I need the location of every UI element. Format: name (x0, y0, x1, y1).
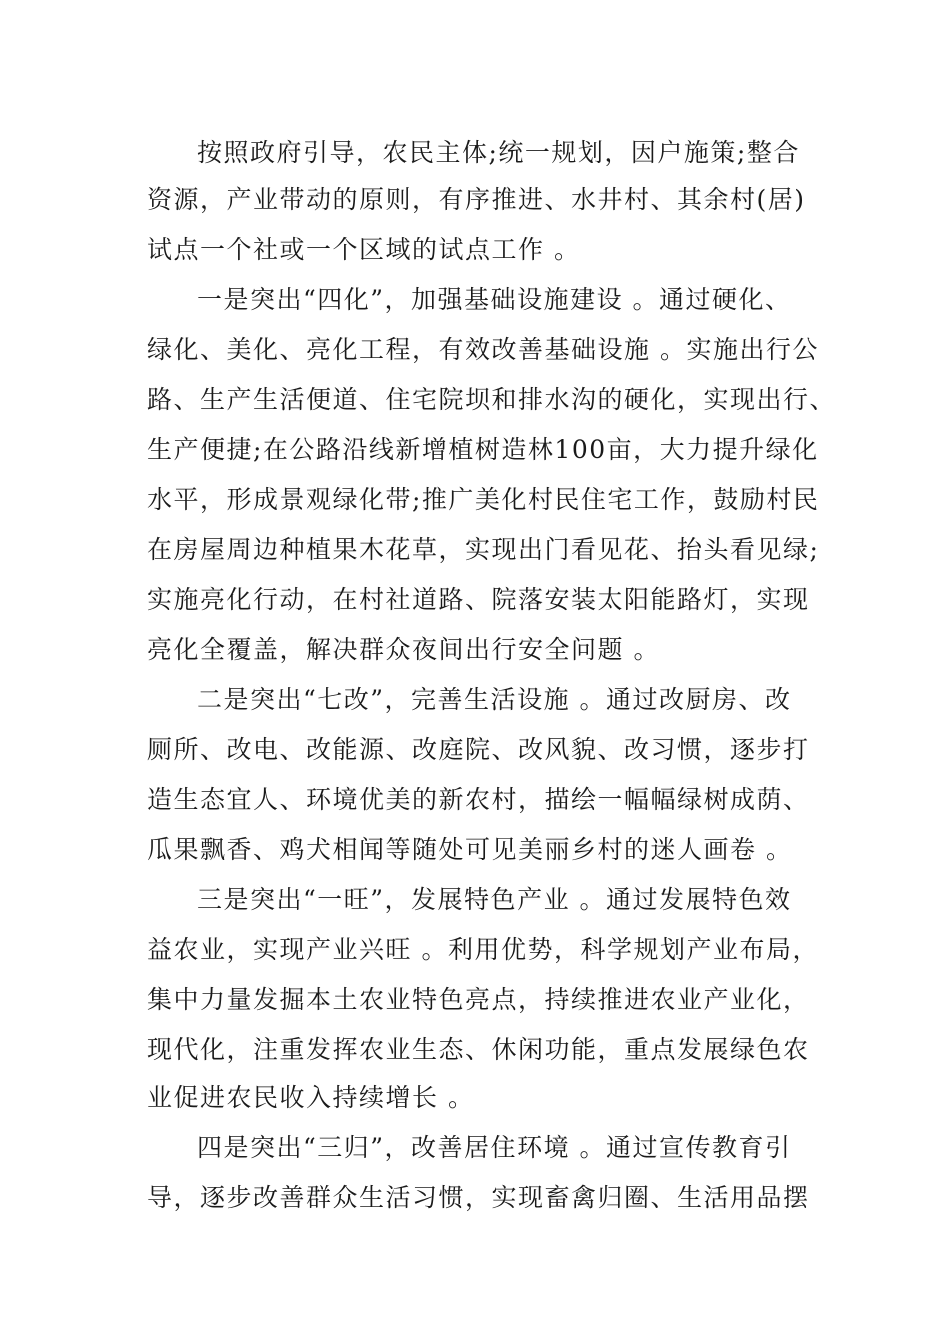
text-line: 二是突出“七改”，完善生活设施 。通过改厨房、改 (197, 685, 792, 714)
text-line: 按照政府引导，农民主体;统一规划，因户施策;整合 (197, 138, 800, 167)
text-line: 一是突出“四化”，加强基础设施建设 。通过硬化、 (197, 285, 792, 314)
text-line: 导，逐步改善群众生活习惯，实现畜禽归圈、生活用品摆 (147, 1183, 810, 1212)
text-line: 业促进农民收入持续增长 。 (147, 1083, 475, 1112)
text-line: 集中力量发掘本土农业特色亮点，持续推进农业产业化， (147, 985, 810, 1014)
text-line: 厕所、改电、改能源、改庭院、改风貌、改习惯，逐步打 (147, 735, 810, 764)
text-line: 绿化、美化、亮化工程，有效改善基础设施 。实施出行公 (147, 335, 819, 364)
text-line: 资源，产业带动的原则，有序推进、水井村、其余村(居) (147, 185, 806, 214)
text-line: 益农业，实现产业兴旺 。利用优势，科学规划产业布局， (147, 935, 819, 964)
text-line: 生产便捷;在公路沿线新增植树造林100亩，大力提升绿化 (147, 435, 819, 464)
text-line: 瓜果飘香、鸡犬相闻等随处可见美丽乡村的迷人画卷 。 (147, 835, 793, 864)
text-line: 试点一个社或一个区域的试点工作 。 (147, 235, 581, 264)
text-line: 三是突出“一旺”，发展特色产业 。通过发展特色效 (197, 885, 792, 914)
text-line: 在房屋周边种植果木花草，实现出门看见花、抬头看见绿; (147, 535, 820, 564)
text-line: 四是突出“三归”，改善居住环境 。通过宣传教育引 (197, 1133, 792, 1162)
text-line: 水平，形成景观绿化带;推广美化村民住宅工作，鼓励村民 (147, 485, 820, 514)
text-line: 现代化，注重发挥农业生态、休闲功能，重点发展绿色农 (147, 1035, 810, 1064)
text-line: 亮化全覆盖，解决群众夜间出行安全问题 。 (147, 635, 660, 664)
text-line: 实施亮化行动，在村社道路、院落安装太阳能路灯，实现 (147, 585, 810, 614)
text-line: 路、生产生活便道、住宅院坝和排水沟的硬化，实现出行、 (147, 385, 837, 414)
text-line: 造生态宜人、环境优美的新农村，描绘一幅幅绿树成荫、 (147, 785, 810, 814)
